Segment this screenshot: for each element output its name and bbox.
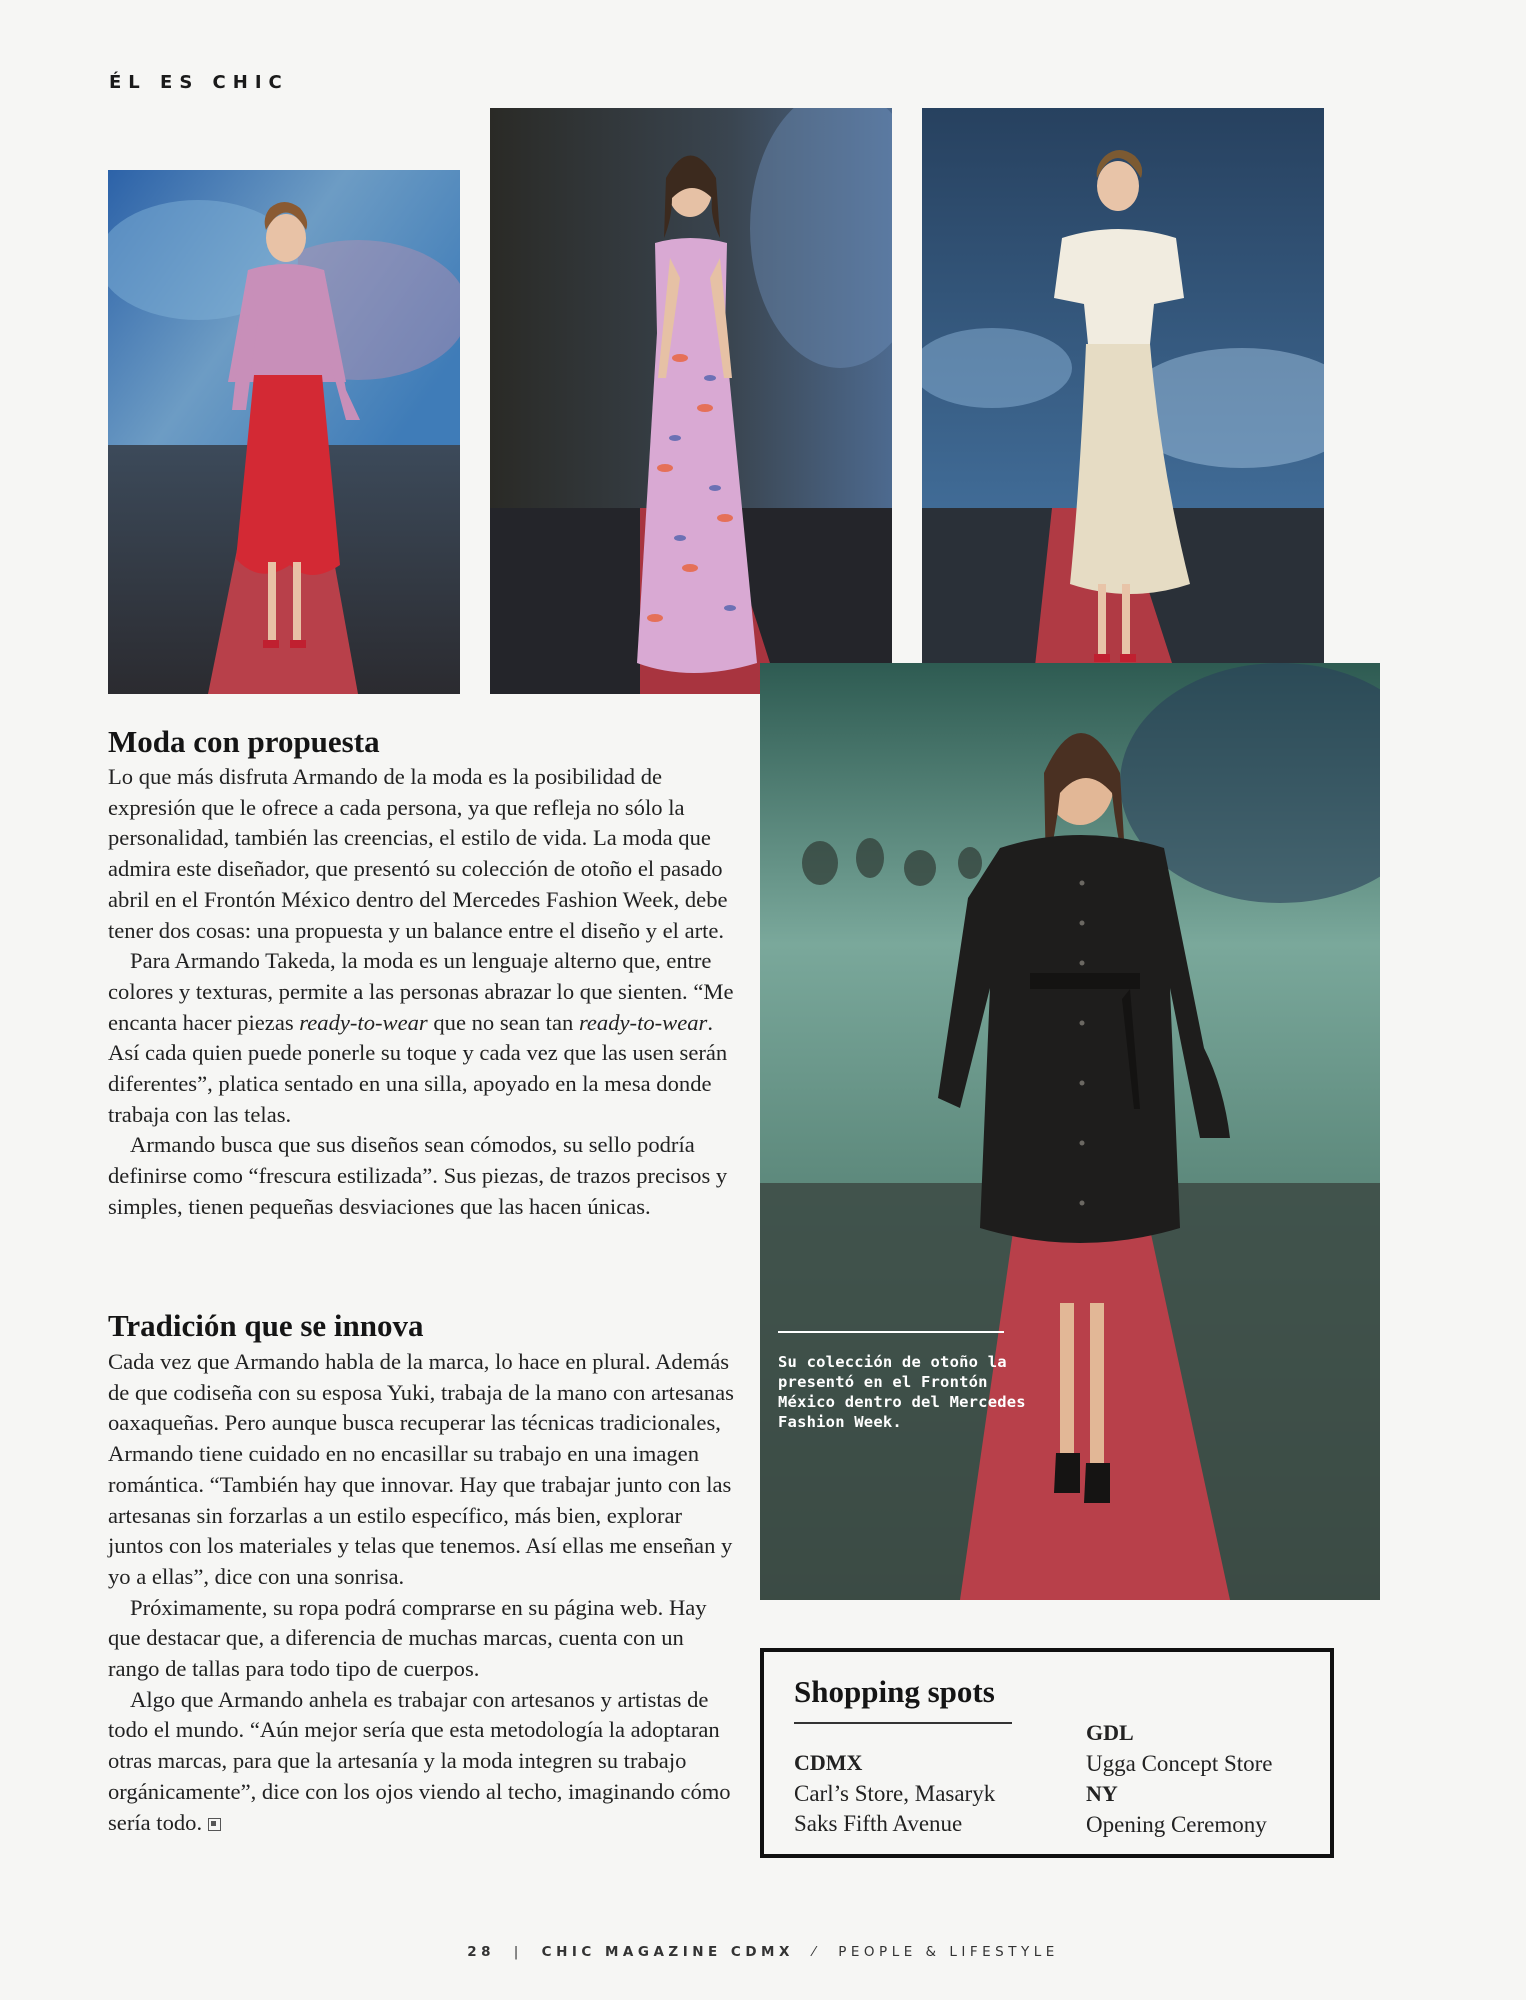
paragraph: Algo que Armando anhela es trabajar con artesanos y artistas de todo el mundo. “Aún mejor sería que esta metodología la adoptaran otras marcas, para que la artesanía y la moda integren su trabajo orgánicamente”, dice con los ojos viendo al techo, imaginando cómo sería todo.	[108, 1686, 731, 1835]
shopping-title-rule	[794, 1722, 1012, 1724]
paragraph: Lo que más disfruta Armando de la moda es la posibilidad de expresión que le ofrece a cada persona, ya que refleja no sólo la personalidad, también las creencias, el estilo de vida. La moda que admira este diseñador, que presentó su colección de otoño el pasado abril en el Frontón México dentro del Mercedes Fashion Week, debe tener dos cosas: una propuesta y un balance entre el diseño y el arte.	[108, 764, 728, 943]
city-name: GDL	[1086, 1720, 1134, 1745]
article-body-moda	[108, 762, 734, 1223]
section-name: PEOPLE & LIFESTYLE	[838, 1944, 1059, 1960]
end-of-article-icon	[208, 1818, 221, 1831]
shopping-column-right	[1086, 1718, 1273, 1840]
city-name: CDMX	[794, 1750, 863, 1775]
article-body-tradicion	[108, 1347, 734, 1838]
paragraph: Próximamente, su ropa podrá comprarse en su página web. Hay que destacar que, a diferencia de muchas marcas, cuenta con un rango de tallas para todo tipo de cuerpos.	[108, 1594, 707, 1682]
shopping-column-left	[794, 1748, 995, 1840]
store-name: Carl’s Store, Masaryk	[794, 1780, 996, 1806]
runway-photo-red-skirt	[108, 170, 460, 694]
runway-photo-black-dress	[760, 663, 1380, 1600]
store-name: Opening Ceremony	[1086, 1811, 1267, 1837]
store-name: Saks Fifth Avenue	[794, 1811, 963, 1836]
paragraph: Para Armando Takeda, la moda es un lenguaje alterno que, entre colores y texturas, permite a las personas abrazar lo que sienten. “Me encanta hacer piezas ready-to-wear que no sean tan ready-to-wear. Así cada quien puede ponerle su toque y cada vez que las usen serán diferentes”, platica sentado en una silla, apoyado en la mesa donde trabaja con las telas.	[108, 948, 734, 1127]
shopping-spots-title: Shopping spots	[794, 1674, 995, 1709]
paragraph: Cada vez que Armando habla de la marca, lo hace en plural. Además de que codiseña con su esposa Yuki, trabaja de la mano con artesanas oaxaqueñas. Pero aunque busca recuperar las técnicas tradicionales, Armando tiene cuidado en no encasillar su trabajo en una imagen romántica. “También hay que innovar. Hay que trabajar junto con las artesanas sin forzarlas a un estilo específico, más bien, explorar juntos con los materiales y telas que tenemos. Así ellas me enseñan y yo a ellas”, dice con una sonrisa.	[108, 1349, 734, 1589]
section-heading-moda: Moda con propuesta	[108, 724, 380, 759]
section-kicker: ÉL ES CHIC	[109, 72, 289, 93]
footer-slash: ⁄	[812, 1944, 820, 1960]
footer-divider: |	[513, 1944, 523, 1960]
section-heading-tradicion: Tradición que se innova	[108, 1308, 424, 1343]
page-number: 28	[467, 1944, 495, 1960]
photo-caption: Su colección de otoño la presentó en el Frontón México dentro del Mercedes Fashion Week.	[778, 1353, 1026, 1431]
runway-photo-floral-dress	[490, 108, 892, 694]
page-footer	[0, 1944, 1526, 1960]
city-name: NY	[1086, 1781, 1118, 1806]
paragraph: Armando busca que sus diseños sean cómodos, su sello podría definirse como “frescura estilizada”. Sus piezas, de trazos precisos y simples, tienen pequeñas desviaciones que las hacen únicas.	[108, 1132, 728, 1219]
caption-rule	[778, 1331, 1004, 1333]
runway-photo-beige-skirt	[922, 108, 1324, 694]
shopping-spots-box	[760, 1648, 1334, 1858]
magazine-name: CHIC MAGAZINE CDMX	[541, 1944, 794, 1960]
store-name: Ugga Concept Store	[1086, 1750, 1273, 1776]
